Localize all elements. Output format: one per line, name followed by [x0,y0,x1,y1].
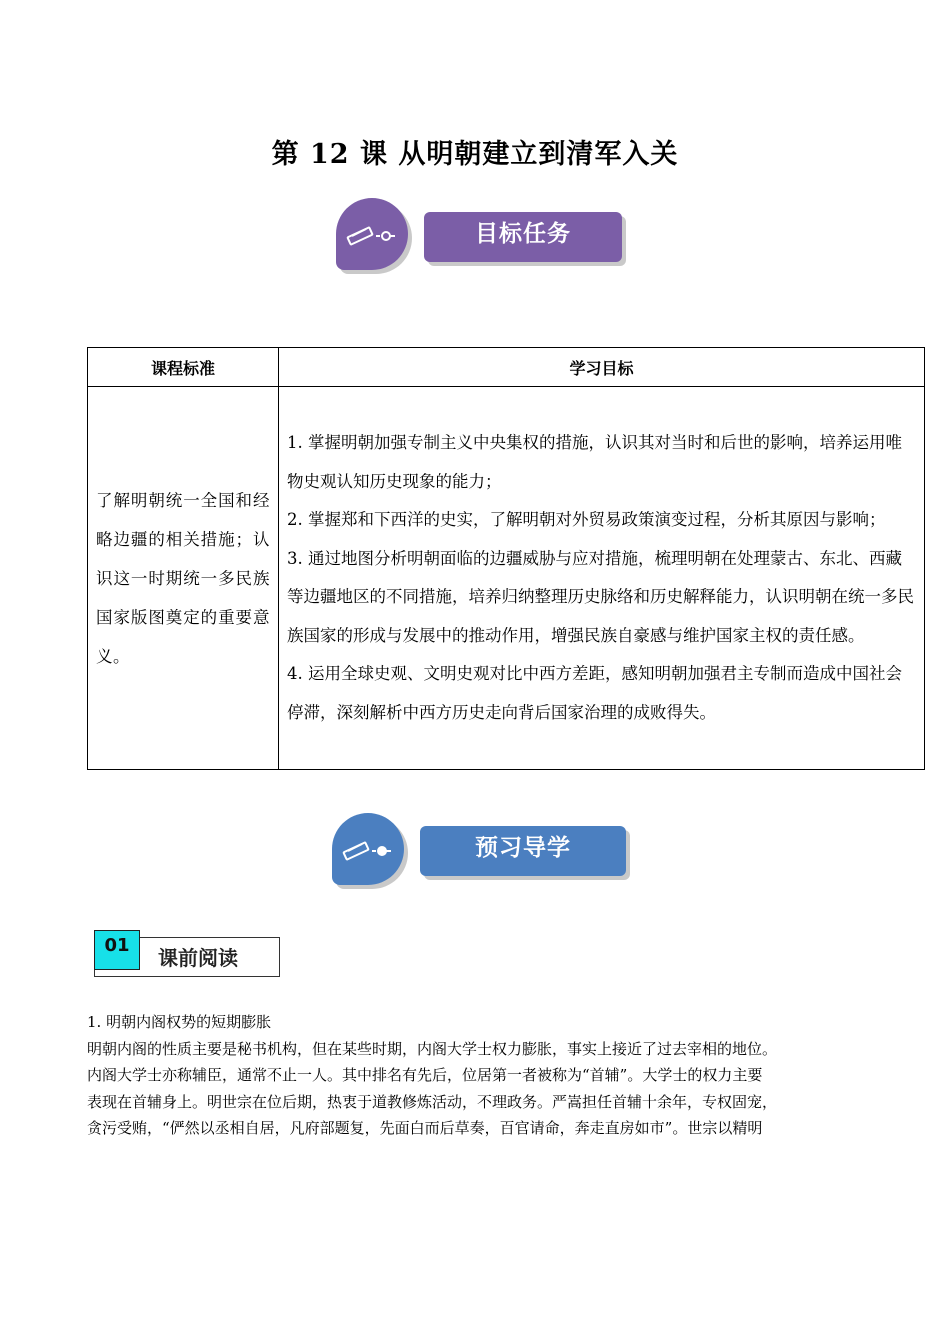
goals-banner [336,198,636,278]
page-title: 第 12 课 从明朝建立到清军入关 [271,139,679,170]
reading-line: 明朝内阁的性质主要是秘书机构，但在某些时期，内阁大学士权力膨胀，事实上接近了过去宰相的地位。 [87,1039,778,1058]
objectives-cell [279,387,925,770]
pen-icon [336,198,408,270]
reading-line: 表现在首辅身上。明世宗在位后期，热衷于道教修炼活动，不理政务。严嵩担任首辅十余年，专权固宠， [87,1092,778,1111]
header-objectives: 学习目标 [279,348,925,387]
goals-title-pill: 目标任务 [424,212,622,262]
preview-title-pill: 预习导学 [420,826,626,876]
objective-item: 2. 掌握郑和下西洋的史实，了解明朝对外贸易政策演变过程，分析其原因与影响； [287,510,886,529]
objective-item: 4. 运用全球史观、文明史观对比中西方差距，感知明朝加强君主专制而造成中国社会停滞，深刻解析中西方历史走向背后国家治理的成败得失。 [287,664,902,722]
reading-section [87,1009,887,1142]
header-standard: 课程标准 [88,348,279,387]
table-row [88,387,925,770]
reading-heading: 1. 明朝内阁权势的短期膨胀 [87,1013,272,1031]
goals-badge [336,198,408,270]
reading-line: 内阁大学士亦称辅臣，通常不止一人。其中排名有先后，位居第一者被称为“首辅”。大学士的权力主要 [87,1066,763,1084]
lesson-tag [94,930,281,978]
objective-item: 1. 掌握明朝加强专制主义中央集权的措施，认识其对当时和后世的影响，培养运用唯物史观认知历史现象的能力； [287,433,902,491]
course-standard: 了解明朝统一全国和经略边疆的相关措施；认识这一时期统一多民族国家版图奠定的重要意义。 [88,387,279,770]
table-header-row [88,348,925,387]
lesson-tag-label: 课前阅读 [158,946,238,970]
lesson-tag-number: 01 [94,930,140,970]
preview-badge [332,813,404,885]
pen-icon [332,813,404,885]
reading-line: 贪污受贿，“俨然以丞相自居，凡府部题复，先面白而后草奏，百官请命，奔走直房如市”。世宗以精明 [87,1119,763,1137]
goals-table [87,347,925,770]
objective-item: 3. 通过地图分析明朝面临的边疆威胁与应对措施，梳理明朝在处理蒙古、东北、西藏等边疆地区的不同措施，培养归纳整理历史脉络和历史解释能力，认识明朝在统一多民族国家的形成与发展中的推动作用，增强民族自豪感与维护国家主权的责任感。 [287,548,914,645]
preview-banner [332,813,632,893]
